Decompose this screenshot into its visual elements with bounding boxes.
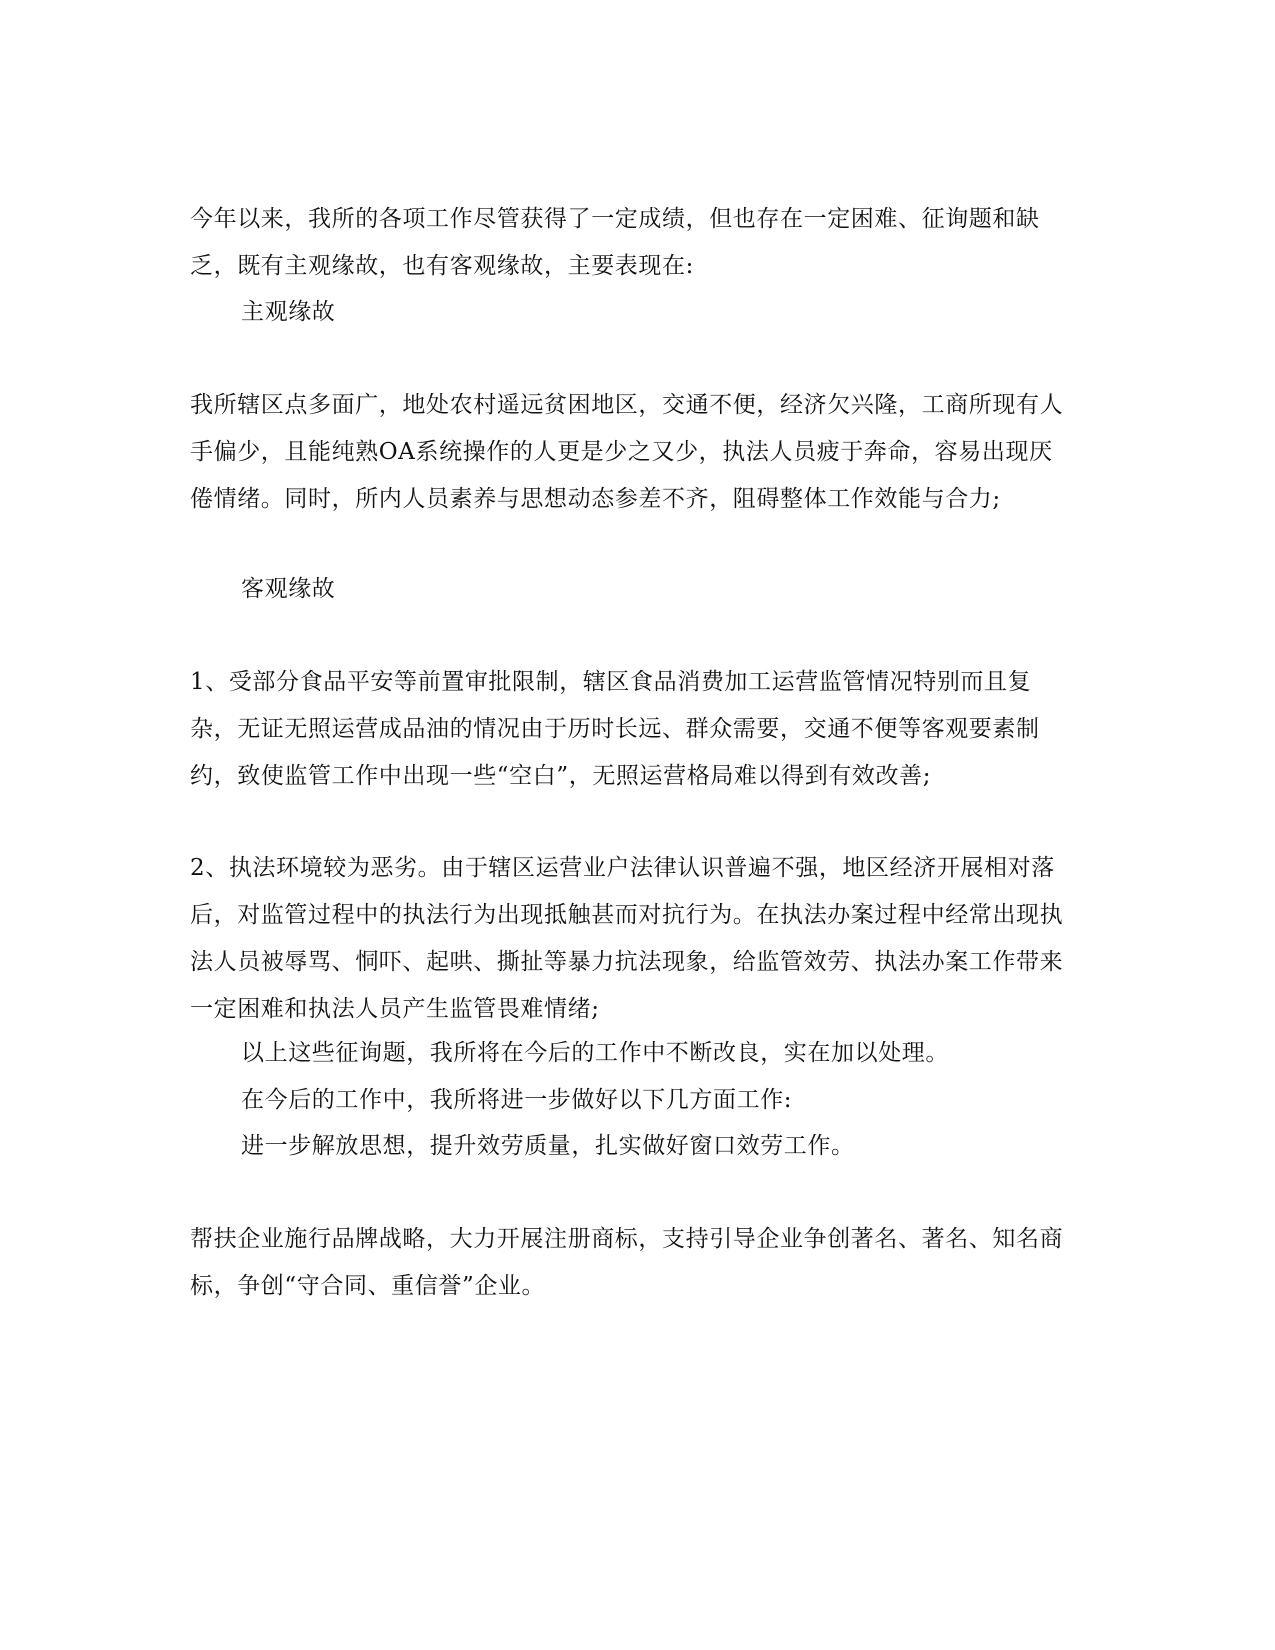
paragraph-improvement-statement: 以上这些征询题，我所将在今后的工作中不断改良，实在加以处理。 bbox=[241, 1040, 949, 1066]
heading-objective-causes: 客观缘故 bbox=[241, 576, 336, 602]
paragraph-intro: 今年以来，我所的各项工作尽管获得了一定成绩，但也存在一定困难、征询题和缺乏，既有主观缘故，也有客观缘故，主要表现在: bbox=[190, 206, 1040, 279]
paragraph-objective-item-1: 1、受部分食品平安等前置审批限制，辖区食品消费加工运营监管情况特别而且复杂，无证无照运营成品油的情况由于历时长远、群众需要，交通不便等客观要素制约，致使监管工作中出现一些“空白”，无照运营格局难以得到有效改善; bbox=[190, 669, 1040, 789]
paragraph-objective-item-2: 2、执法环境较为恶劣。由于辖区运营业户法律认识普遍不强，地区经济开展相对落后，对监管过程中的执法行为出现抵触甚而对抗行为。在执法办案过程中经常出现执法人员被辱骂、恫吓、起哄、撕扯等暴力抗法现象，给监管效劳、执法办案工作带来一定困难和执法人员产生监管畏难情绪; bbox=[190, 855, 1064, 1022]
paragraph-future-work-item-2: 帮扶企业施行品牌战略，大力开展注册商标，支持引导企业争创著名、著名、知名商标，争创“守合同、重信誉”企业。 bbox=[190, 1226, 1064, 1299]
paragraph-future-work-item-1: 进一步解放思想，提升效劳质量，扎实做好窗口效劳工作。 bbox=[241, 1133, 855, 1159]
paragraph-future-work-intro: 在今后的工作中，我所将进一步做好以下几方面工作: bbox=[241, 1087, 793, 1113]
heading-subjective-causes: 主观缘故 bbox=[241, 299, 336, 325]
paragraph-subjective-detail: 我所辖区点多面广，地处农村遥远贫困地区，交通不便，经济欠兴隆，工商所现有人手偏少，且能纯熟OA系统操作的人更是少之又少，执法人员疲于奔命，容易出现厌倦情绪。同时，所内人员素养与思想动态参差不齐，阻碍整体工作效能与合力; bbox=[190, 392, 1064, 512]
